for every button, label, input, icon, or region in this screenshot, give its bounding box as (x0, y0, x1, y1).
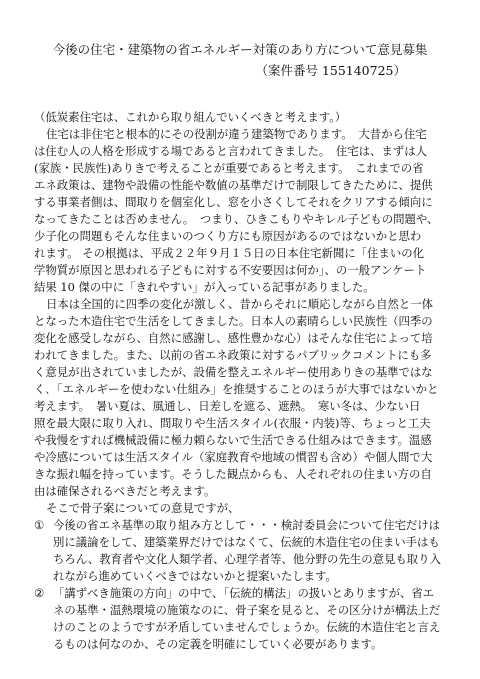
paragraph-line: 日本は全国的に四季の変化が激しく、昔からそれに順応しながら自然と一体 (46, 297, 434, 311)
paragraph-line: 変化を感受しながら、自然に感謝し、感性豊かな心）はそんな住宅によって培 (34, 331, 433, 345)
paragraph-line: や我慢をすれば機械設備に極力頼らないで生活できる仕組みはできます。温感 (34, 433, 432, 447)
list-item-line: 「講ずべき施策の方向」の中で、「伝統的構法」の扱いとありますが、省エ (53, 586, 435, 600)
paragraph-line: は住む人の人格を形成する場であると言われてきました。 住宅は、まずは人 (34, 144, 427, 158)
paragraph-line: となった木造住宅で生活をしてきました。日本人の素晴らしい民族性（四季の (34, 314, 433, 328)
intro-line: （低炭素住宅は、これから取り組んでいくべきと考えます。） (34, 110, 347, 124)
paragraph-line: 住宅は非住宅と根本的にその役割が違う建築物であります。 大昔から住宅 (46, 127, 427, 141)
list-item-line: 今後の省エネ基準の取り組み方として・・・検討委員会について住宅だけは (53, 518, 441, 532)
paragraph-line: エネ政策は、建物や設備の性能や数値の基準だけで制限してきたために、提供 (34, 178, 433, 192)
paragraph-line: きな振れ幅を持っています。そうした観点からも、人それぞれの住まい方の自 (34, 467, 432, 481)
paragraph-line: く意見が出されていましたが、設備を整えエネルギー使用ありきの基準ではな (34, 365, 433, 379)
list-marker: ② (34, 586, 45, 600)
list-marker: ① (34, 518, 45, 532)
paragraph-line: 照を最大限に取り入れ、間取りや生活スタイル(衣服・内装)等、ちょっと工夫 (34, 416, 431, 430)
document-body (34, 109, 452, 653)
paragraph-line: そこで骨子案についての意見ですが、 (46, 501, 240, 515)
list-item-line: れながら進めていくべきではないかと提案いたします。 (53, 569, 337, 583)
document-title: 今後の住宅・建築物の省エネルギー対策のあり方について意見募集 (52, 42, 428, 57)
paragraph-line: や冷感については生活スタイル（家庭教育や地域の慣習も含め）や個人間で大 (34, 450, 433, 464)
list-item-line: 別に議論をして、建築業界だけではなくて、伝統的木造住宅の住まい手はも (53, 535, 440, 549)
list-item-line: るものは何なのか、その定義を明確にしていく必要があります。 (53, 637, 383, 651)
list-item-line: ネの基準・温熱環境の施策なのに、骨子案を見ると、その区分けが構法上だ (53, 603, 441, 617)
paragraph-line: く､「エネルギーを使わない仕組み」を推奨することのほうが大事ではないかと (34, 382, 439, 396)
paragraph-line: れます。 その根拠は、平成２２年９月１５日の日本住宅新聞に「住まいの化 (34, 246, 424, 260)
paragraph-line: (家族・民族性)ありきで考えることが重要であると考えます。 これまでの省 (34, 161, 424, 175)
list-item (34, 517, 452, 585)
paragraph-line: 由は確保されるべきだと考えます。 (34, 484, 216, 498)
paragraph-line: 結果 10 傑の中に「きれやすい」が入っている記事がありました。 (34, 280, 375, 294)
paragraph-line: する事業者側は、間取りを個室化し、窓を小さくしてそれをクリアする傾向に (34, 195, 433, 209)
paragraph-line: 少子化の問題もそんな住まいのつくり方にも原因があるのではないかと思わ (34, 229, 422, 243)
paragraph-line: なってきたことは否めません。 つまり、ひきこもりやキレル子どもの問題や、 (34, 212, 439, 226)
paragraph-line: われてきました。また、以前の省エネ政策に対するパブリックコメントにも多 (34, 348, 432, 362)
paragraph-line: 学物質が原因と思われる子どもに対する不安要因は何か」、の一般アンケート (34, 263, 427, 277)
case-number: （案件番号 155140725） (255, 63, 406, 78)
list-item-line: けのことのようですが矛盾していませんでしょうか。伝統的木造住宅と言え (53, 620, 441, 634)
paragraph-line: 考えます。 暑い夏は、風通し、日差しを遮る、遮熱。 寒い冬は、少ない日 (34, 399, 421, 413)
list-item-line: ちろん、教育者や文化人類学者、心理学者等、他分野の先生の意見も取り入 (53, 552, 441, 566)
list-item (34, 585, 452, 653)
